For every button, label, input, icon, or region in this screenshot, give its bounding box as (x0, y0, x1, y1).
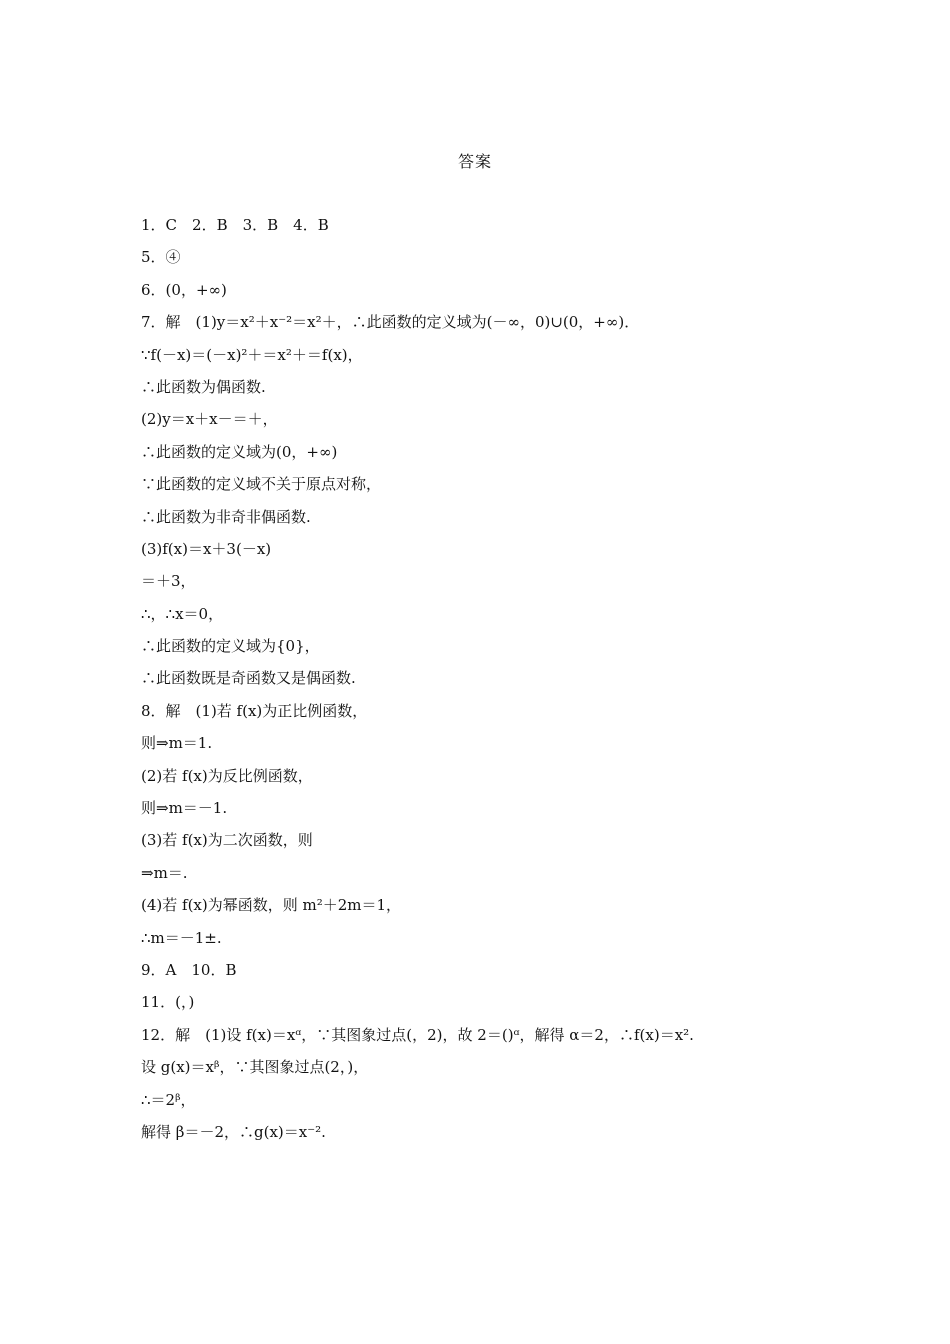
answer-line-1: 1．C 2．B 3．B 4．B (141, 216, 329, 234)
answer-line-21: ⇒m＝. (141, 863, 188, 882)
answer-line-28: ∴＝2ᵝ， (141, 1090, 196, 1109)
answer-line-24: 9．A 10．B (141, 960, 237, 979)
answer-line-8: ∴此函数的定义域为(0，+∞) (141, 442, 338, 461)
answer-line-4: 7．解 (1)y＝x²＋x⁻²＝x²＋，∴此函数的定义域为(－∞，0)∪(0，+∞)． (141, 313, 640, 332)
answer-line-11: (3)f(x)＝x＋3(－x) (141, 539, 272, 558)
answer-line-16: 8．解 (1)若 f(x)为正比例函数， (141, 701, 368, 720)
answer-line-29: 解得 β＝－2，∴g(x)＝x⁻². (141, 1122, 326, 1141)
answer-line-15: ∴此函数既是奇函数又是偶函数. (141, 669, 356, 688)
answer-line-10: ∴此函数为非奇非偶函数. (141, 507, 311, 526)
answer-body (141, 212, 841, 1151)
answer-line-2: 5．④ (141, 248, 181, 267)
answer-line-13: ∴，∴x＝0， (141, 604, 224, 623)
answer-line-14: ∴此函数的定义域为{0}， (141, 637, 320, 656)
answer-line-5: ∵f(－x)＝(－x)²＋＝x²＋＝f(x)， (141, 345, 363, 364)
answer-line-23: ∴m＝－1±. (141, 928, 222, 947)
answer-line-26: 12．解 (1)设 f(x)＝xᵅ，∵其图象过点(，2)，故 2＝()ᵅ，解得 α＝2，∴f(x)＝x². (141, 1025, 694, 1044)
answer-line-17: 则⇒m＝1. (141, 734, 213, 753)
answer-line-22: (4)若 f(x)为幂函数，则 m²＋2m＝1， (141, 896, 402, 915)
answer-line-25: 11．(，) (141, 993, 195, 1012)
page-title: 答案 (457, 152, 492, 171)
answer-line-19: 则⇒m＝－1. (141, 799, 228, 818)
answer-line-6: ∴此函数为偶函数. (141, 377, 266, 396)
answer-line-9: ∵此函数的定义域不关于原点对称， (141, 475, 382, 494)
answer-line-3: 6．(0，+∞) (141, 280, 227, 299)
answer-line-12: ＝＋3， (141, 572, 196, 591)
answer-line-7: (2)y＝x＋x－＝＋， (141, 410, 278, 429)
answer-line-20: (3)若 f(x)为二次函数，则 (141, 831, 313, 850)
answer-line-27: 设 g(x)＝xᵝ，∵其图象过点(2，)， (141, 1058, 369, 1077)
answer-line-18: (2)若 f(x)为反比例函数， (141, 766, 313, 785)
